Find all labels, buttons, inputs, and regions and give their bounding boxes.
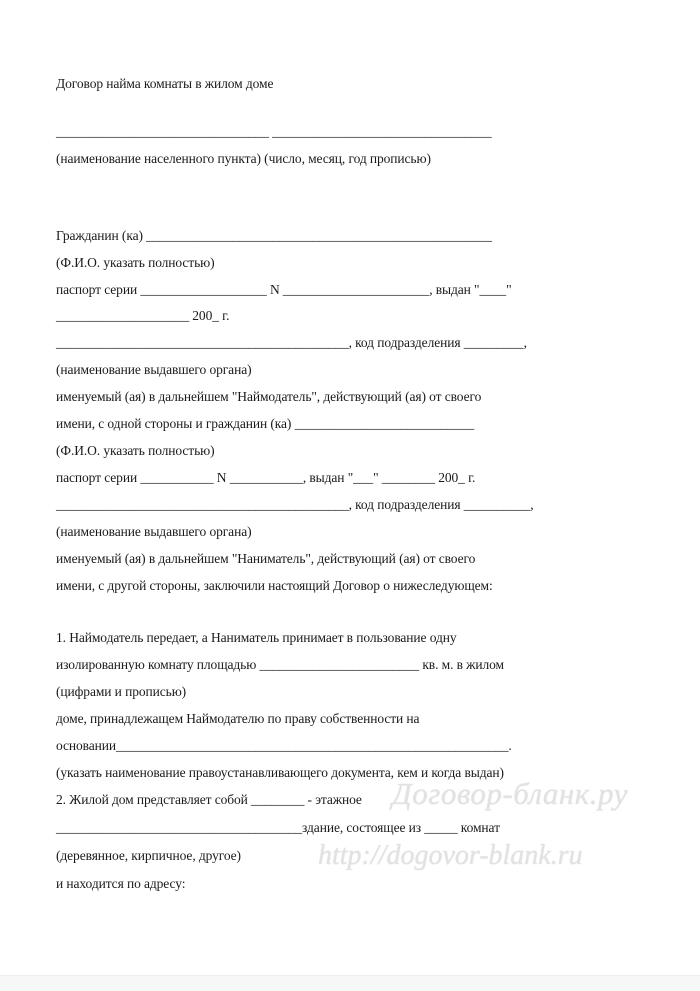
document-line: ____________________ 200_ г. xyxy=(56,308,230,323)
watermark-url: http://dogovor-blank.ru xyxy=(318,840,583,871)
document-line: 2. Жилой дом представляет собой ________ - этажное xyxy=(56,792,362,807)
document-line: изолированную комнату площадью ________________________ кв. м. в жилом xyxy=(56,657,504,672)
document-line: паспорт серии ___________________ N ______________________, выдан "____" xyxy=(56,282,512,297)
document-line: именуемый (ая) в дальнейшем "Наймодатель", действующий (ая) от своего xyxy=(56,389,482,404)
document-line: паспорт серии ___________ N ___________, выдан "___" ________ 200_ г. xyxy=(56,470,476,485)
document-line: (наименование населенного пункта) (число, месяц, год прописью) xyxy=(56,151,431,166)
document-line: (наименование выдавшего органа) xyxy=(56,362,252,377)
document-line: Гражданин (ка) ____________________________________________________ xyxy=(56,228,492,243)
document-line: и находится по адресу: xyxy=(56,876,186,891)
document-line: основании___________________________________________________________. xyxy=(56,738,512,753)
document-line: доме, принадлежащем Наймодателю по праву собственности на xyxy=(56,711,420,726)
document-line: ____________________________________________, код подразделения __________, xyxy=(56,497,534,512)
document-line: (указать наименование правоустанавливающего документа, кем и когда выдан) xyxy=(56,765,504,780)
document-line: 1. Наймодатель передает, а Наниматель принимает в пользование одну xyxy=(56,630,457,645)
watermark-brand: Договор-бланк.ру xyxy=(392,776,628,811)
document-line: ________________________________ _________________________________ xyxy=(56,124,492,139)
page-bottom-strip xyxy=(0,975,700,991)
document-line: (Ф.И.О. указать полностью) xyxy=(56,255,215,270)
document-line: имени, с другой стороны, заключили настоящий Договор о нижеследующем: xyxy=(56,578,493,593)
document-line: (цифрами и прописью) xyxy=(56,684,187,699)
document-line: (Ф.И.О. указать полностью) xyxy=(56,443,215,458)
document-line: (деревянное, кирпичное, другое) xyxy=(56,848,241,863)
document-line: _____________________________________здание, состоящее из _____ комнат xyxy=(56,820,500,835)
document-line: ____________________________________________, код подразделения _________, xyxy=(56,335,527,350)
document-line: (наименование выдавшего органа) xyxy=(56,524,252,539)
document-title: Договор найма комнаты в жилом доме xyxy=(56,76,274,91)
document-line: именуемый (ая) в дальнейшем "Наниматель", действующий (ая) от своего xyxy=(56,551,476,566)
document-line: имени, с одной стороны и гражданин (ка) ___________________________ xyxy=(56,416,475,431)
